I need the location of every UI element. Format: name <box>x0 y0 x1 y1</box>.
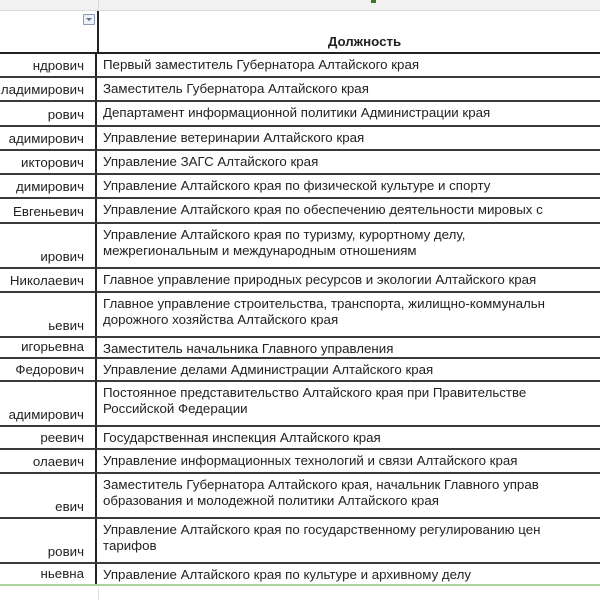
name-cell[interactable]: игорьевна <box>0 338 97 357</box>
position-text-line: тарифов <box>103 538 157 553</box>
column-separator <box>98 587 99 600</box>
position-text-line: Постоянное представительство Алтайского края при Правительстве <box>103 385 527 400</box>
position-cell[interactable] <box>99 175 600 197</box>
position-text-line: Заместитель Губернатора Алтайского края, начальник Главного управ <box>103 477 539 492</box>
position-cell[interactable] <box>99 199 600 222</box>
position-text-line: Управление Алтайского края по культуре и архивному делу <box>103 567 472 582</box>
position-text-line: Главное управление природных ресурсов и экологии Алтайского края <box>103 272 537 287</box>
name-cell[interactable]: евич <box>0 474 97 517</box>
name-cell[interactable]: олаевич <box>0 450 97 472</box>
position-cell[interactable] <box>99 151 600 173</box>
position-text-line: Управление Алтайского края по обеспечению деятельности мировых с <box>103 202 543 217</box>
position-cell[interactable] <box>99 224 600 267</box>
position-cell[interactable] <box>99 564 600 584</box>
name-cell[interactable]: ндрович <box>0 54 97 76</box>
name-cell[interactable]: адимирович <box>0 382 97 425</box>
table-row[interactable] <box>0 427 600 450</box>
position-cell[interactable] <box>99 450 600 472</box>
table-row[interactable] <box>0 269 600 293</box>
position-text-line: Управление ветеринарии Алтайского края <box>103 130 365 145</box>
name-cell[interactable]: Евгеньевич <box>0 199 97 222</box>
position-text-line: Управление Алтайского края по государственному регулированию цен <box>103 522 541 537</box>
position-text-line: Управление ЗАГС Алтайского края <box>103 154 319 169</box>
position-cell[interactable] <box>99 54 600 76</box>
toolbar-strip <box>0 0 600 11</box>
table-row[interactable] <box>0 199 600 224</box>
position-text-line: Управление Алтайского края по туризму, курортному делу, <box>103 227 466 242</box>
position-cell[interactable] <box>99 427 600 448</box>
position-text-line: Первый заместитель Губернатора Алтайского края <box>103 57 420 72</box>
table-row[interactable] <box>0 224 600 269</box>
table-row[interactable] <box>0 78 600 102</box>
position-cell[interactable] <box>99 127 600 149</box>
header-cell-name[interactable] <box>0 11 99 52</box>
name-cell[interactable]: адимирович <box>0 127 97 149</box>
position-cell[interactable] <box>99 102 600 125</box>
filter-dropdown-icon[interactable] <box>83 14 95 25</box>
position-text-line: Департамент информационной политики Администрации края <box>103 105 491 120</box>
table-row[interactable] <box>0 293 600 338</box>
table-row[interactable] <box>0 102 600 127</box>
position-text-line: Заместитель начальника Главного управления <box>103 341 394 356</box>
name-cell[interactable]: димирович <box>0 175 97 197</box>
position-column-title: Должность <box>327 34 402 49</box>
name-cell[interactable]: реевич <box>0 427 97 448</box>
name-cell[interactable]: ьевич <box>0 293 97 336</box>
position-text-line: Российской Федерации <box>103 401 248 416</box>
position-text-line: дорожного хозяйства Алтайского края <box>103 312 339 327</box>
position-text-line: Управление Алтайского края по физической культуре и спорту <box>103 178 491 193</box>
position-cell[interactable] <box>99 78 600 100</box>
name-cell[interactable]: Николаевич <box>0 269 97 291</box>
table-row[interactable] <box>0 519 600 564</box>
name-cell[interactable]: рович <box>0 519 97 562</box>
table-row[interactable] <box>0 151 600 175</box>
table-row[interactable] <box>0 338 600 359</box>
position-cell[interactable] <box>99 382 600 425</box>
position-cell[interactable] <box>99 338 600 357</box>
table-row[interactable] <box>0 127 600 151</box>
name-cell[interactable]: ньевна <box>0 564 97 584</box>
header-cell-position[interactable] <box>99 11 600 52</box>
position-text-line: образования и молодежной политики Алтайского края <box>103 493 439 508</box>
table-row[interactable] <box>0 382 600 427</box>
table-row[interactable] <box>0 450 600 474</box>
table-row[interactable] <box>0 359 600 382</box>
table-row[interactable] <box>0 54 600 78</box>
position-text-line: межрегиональным и международным отношениям <box>103 243 417 258</box>
column-separator <box>98 0 99 10</box>
position-cell[interactable] <box>99 269 600 291</box>
header-row <box>0 11 600 54</box>
name-cell[interactable]: Федорович <box>0 359 97 380</box>
position-cell[interactable] <box>99 474 600 517</box>
position-text-line: Заместитель Губернатора Алтайского края <box>103 81 369 96</box>
position-cell[interactable] <box>99 519 600 562</box>
position-cell[interactable] <box>99 293 600 336</box>
position-text-line: Государственная инспекция Алтайского края <box>103 430 381 445</box>
toolbar-accent-mark <box>371 0 376 3</box>
name-cell[interactable]: рович <box>0 102 97 125</box>
name-cell[interactable]: ирович <box>0 224 97 267</box>
name-cell[interactable]: ладимирович <box>0 78 97 100</box>
table-row[interactable] <box>0 564 600 586</box>
position-cell[interactable] <box>99 359 600 380</box>
position-text-line: Главное управление строительства, транспорта, жилищно-коммунальн <box>103 296 546 311</box>
position-text-line: Управление делами Администрации Алтайского края <box>103 362 434 377</box>
position-text-line: Управление информационных технологий и связи Алтайского края <box>103 453 518 468</box>
table-body <box>0 54 600 586</box>
name-cell[interactable]: икторович <box>0 151 97 173</box>
table-row[interactable] <box>0 175 600 199</box>
table-row[interactable] <box>0 474 600 519</box>
